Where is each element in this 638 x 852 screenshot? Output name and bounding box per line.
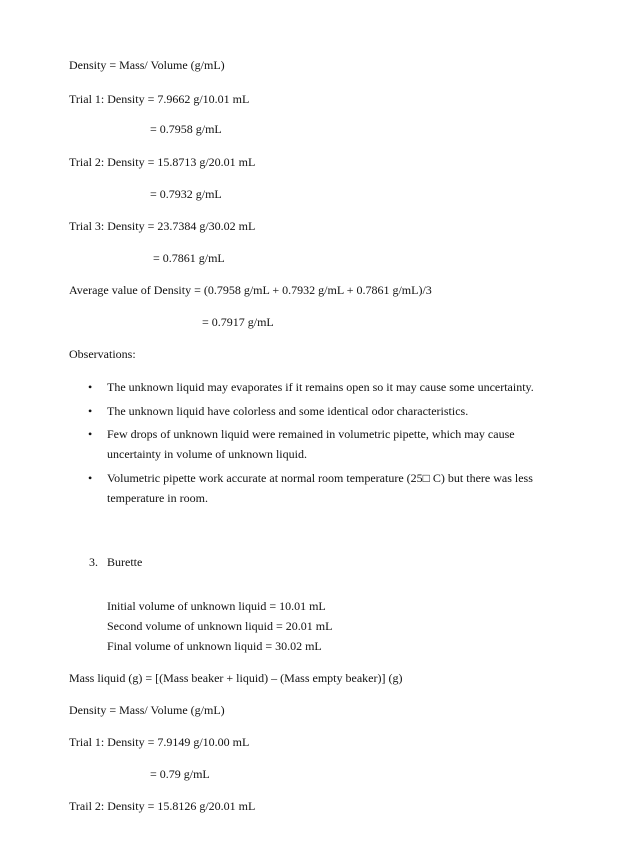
initial-volume: Initial volume of unknown liquid = 10.01 mL: [107, 599, 326, 613]
observation-item: Few drops of unknown liquid were remained in volumetric pipette, which may cause: [107, 427, 515, 441]
bullet-icon: [88, 471, 92, 485]
observation-item-continued: uncertainty in volume of unknown liquid.: [107, 447, 307, 461]
average-density-result: = 0.7917 g/mL: [202, 315, 274, 329]
bullet-icon: [88, 427, 92, 441]
observations-heading: Observations:: [69, 347, 136, 361]
trial-1-result: = 0.7958 g/mL: [150, 122, 222, 136]
burette-trial-1-result: = 0.79 g/mL: [150, 767, 210, 781]
density-formula-2: Density = Mass/ Volume (g/mL): [69, 703, 225, 717]
average-density: Average value of Density = (0.7958 g/mL + 0.7932 g/mL + 0.7861 g/mL)/3: [69, 283, 432, 297]
trial-3-density: Trial 3: Density = 23.7384 g/30.02 mL: [69, 219, 256, 233]
observation-item: Volumetric pipette work accurate at normal room temperature (25□ C) but there was less: [107, 471, 533, 485]
trial-3-result: = 0.7861 g/mL: [153, 251, 225, 265]
burette-trial-1-density: Trial 1: Density = 7.9149 g/10.00 mL: [69, 735, 250, 749]
second-volume: Second volume of unknown liquid = 20.01 mL: [107, 619, 333, 633]
observation-item: The unknown liquid have colorless and some identical odor characteristics.: [107, 404, 469, 418]
bullet-icon: [88, 404, 92, 418]
mass-liquid-formula: Mass liquid (g) = [(Mass beaker + liquid) – (Mass empty beaker)] (g): [69, 671, 403, 685]
section-title: Burette: [107, 555, 143, 569]
trial-2-density: Trial 2: Density = 15.8713 g/20.01 mL: [69, 155, 256, 169]
burette-trial-2-density: Trail 2: Density = 15.8126 g/20.01 mL: [69, 799, 256, 813]
observation-item-continued: temperature in room.: [107, 491, 208, 505]
trial-1-density: Trial 1: Density = 7.9662 g/10.01 mL: [69, 92, 250, 106]
observation-item: The unknown liquid may evaporates if it remains open so it may cause some uncertainty.: [107, 380, 534, 394]
density-formula: Density = Mass/ Volume (g/mL): [69, 58, 225, 72]
bullet-icon: [88, 380, 92, 394]
section-number: 3.: [89, 555, 98, 569]
final-volume: Final volume of unknown liquid = 30.02 mL: [107, 639, 322, 653]
trial-2-result: = 0.7932 g/mL: [150, 187, 222, 201]
